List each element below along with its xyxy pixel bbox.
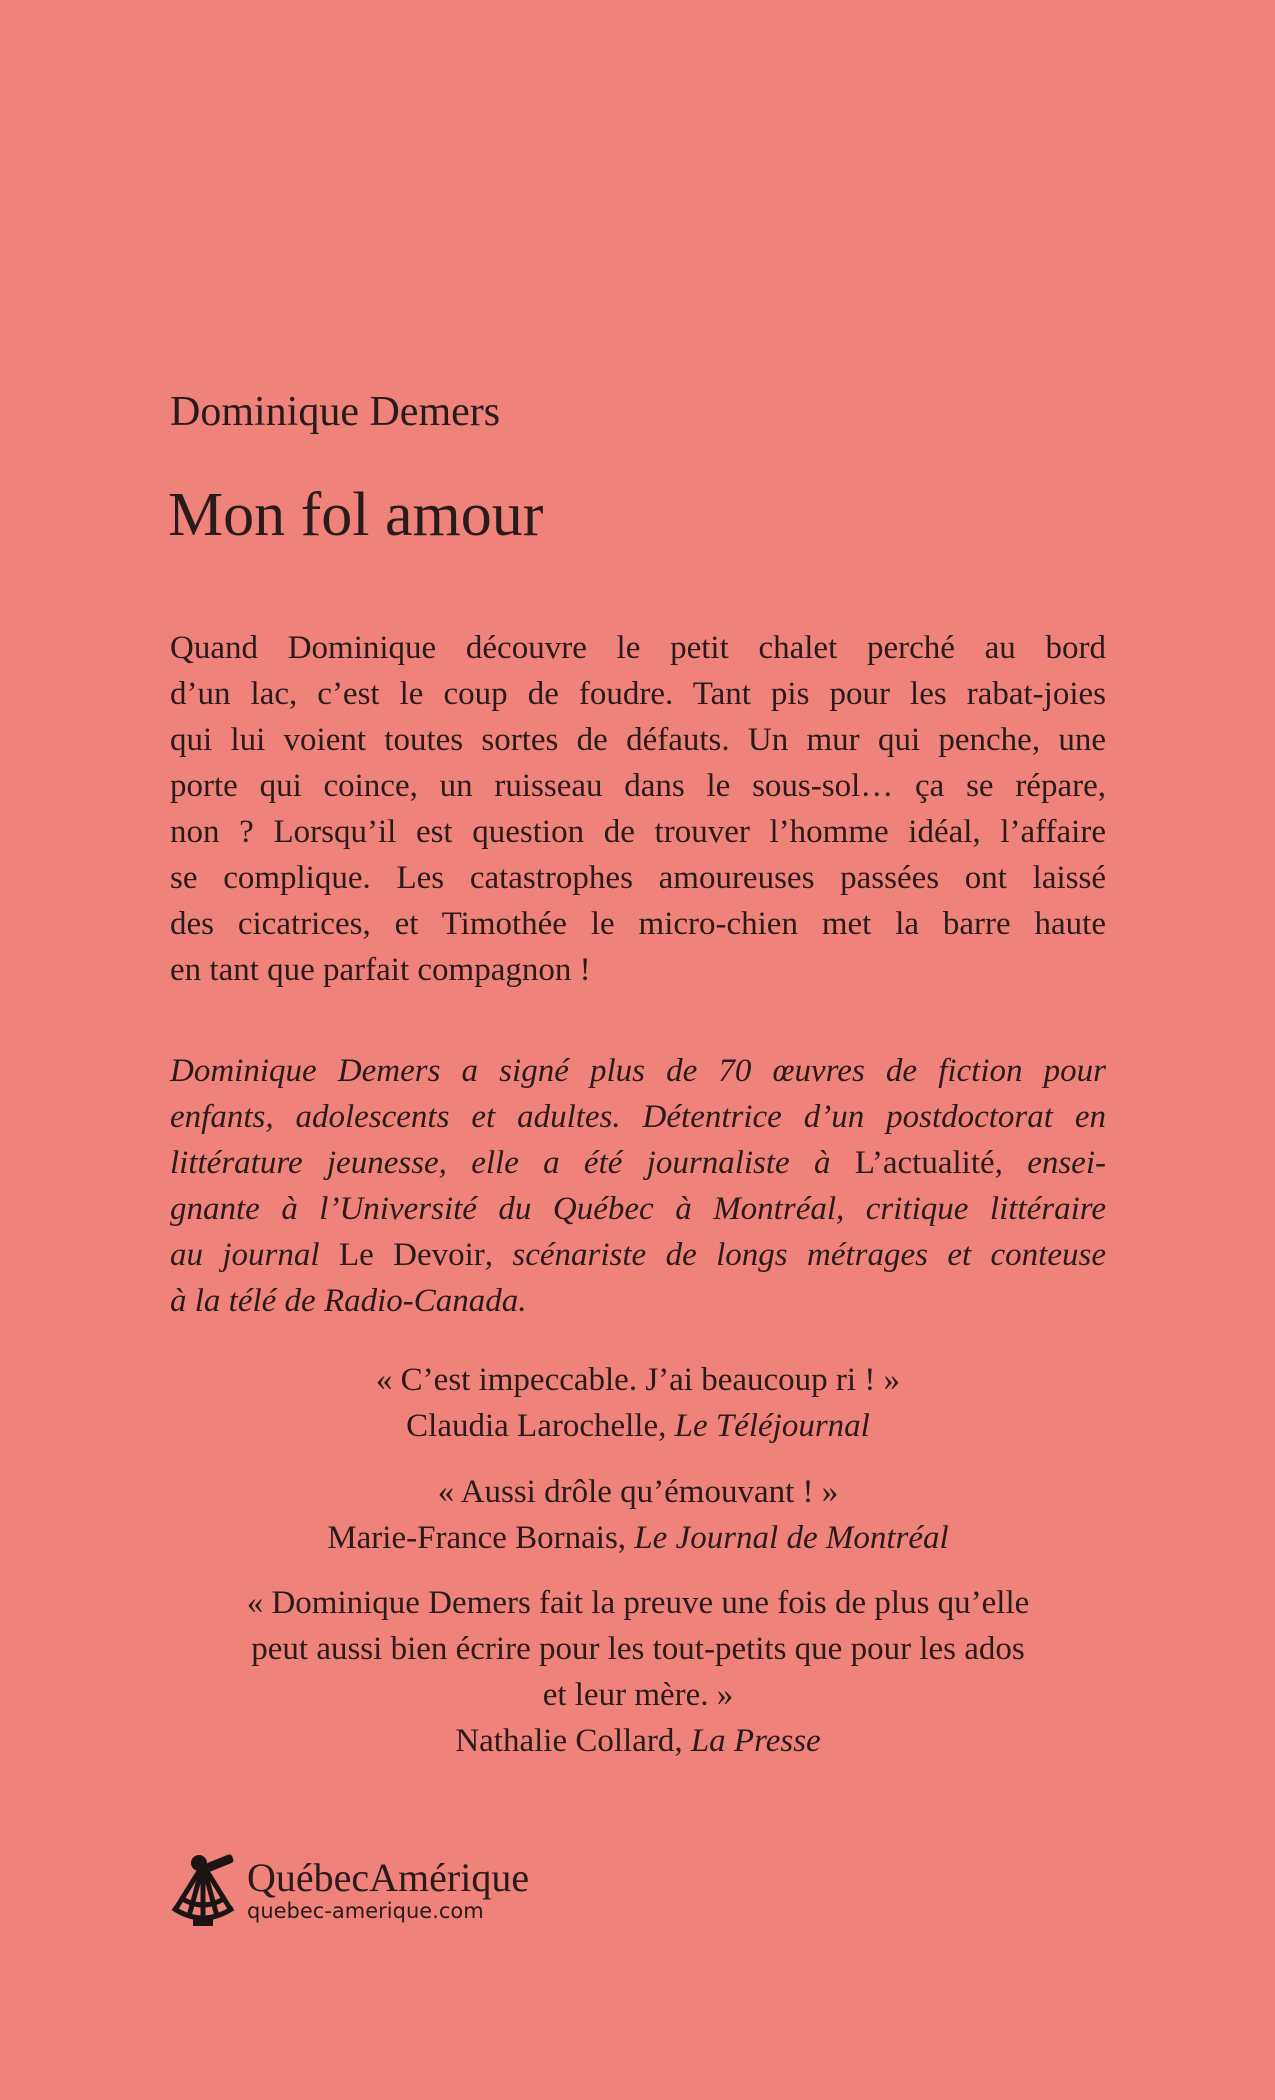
synopsis-line: des cicatrices, et Timothée le micro-chien met la barre haute — [170, 906, 1106, 942]
bio-text: , ensei- — [994, 1145, 1106, 1181]
quote-attribution — [170, 1403, 1106, 1449]
synopsis-line: Quand Dominique découvre le petit chalet perché au bord — [170, 630, 1106, 666]
review-quote — [170, 1469, 1106, 1561]
synopsis-line: non ? Lorsqu’il est question de trouver l’homme idéal, l’affaire — [170, 814, 1106, 850]
quote-attribution — [170, 1718, 1106, 1764]
quote-text: peut aussi bien écrire pour les tout-petits que pour les ados — [251, 1631, 1025, 1667]
quote-outlet: Le Journal de Montréal — [634, 1520, 949, 1556]
bio-line — [170, 1048, 1106, 1094]
book-title: Mon fol amour — [168, 481, 544, 549]
publication-name: Le Devoir — [338, 1237, 485, 1273]
bio-text: , scénariste de longs métrages et conteuse — [484, 1237, 1106, 1273]
quote-outlet: La Presse — [690, 1723, 821, 1759]
bio-text: à la télé de Radio-Canada. — [170, 1283, 527, 1319]
bio-line — [170, 1140, 1106, 1186]
synopsis-line: porte qui coince, un ruisseau dans le sous-sol… ça se répare, — [170, 768, 1106, 804]
quote-source: Claudia Larochelle, — [406, 1408, 675, 1444]
bio-text: Dominique Demers a signé plus de 70 œuvres de fiction pour — [170, 1053, 1106, 1089]
bio-text: littérature jeunesse, elle a été journaliste à — [170, 1145, 855, 1181]
bio-text: gnante à l’Université du Québec à Montréal, critique littéraire — [170, 1191, 1106, 1227]
author-bio — [170, 1048, 1106, 1324]
quote-text: « C’est impeccable. J’ai beaucoup ri ! » — [375, 1362, 901, 1398]
quote-text: « Aussi drôle qu’émouvant ! » — [437, 1474, 839, 1510]
sextant-icon — [163, 1850, 243, 1930]
publisher-url[interactable]: quebec-amerique.com — [247, 1899, 484, 1923]
quote-outlet: Le Téléjournal — [674, 1408, 870, 1444]
bio-text: au journal — [170, 1237, 339, 1273]
bio-line — [170, 1186, 1106, 1232]
synopsis-line: en tant que parfait compagnon ! — [170, 952, 591, 988]
bio-line — [170, 1094, 1106, 1140]
synopsis-line: se complique. Les catastrophes amoureuses passées ont laissé — [170, 860, 1106, 896]
bio-line — [170, 1278, 1106, 1324]
quote-text: et leur mère. » — [542, 1677, 734, 1713]
author-name: Dominique Demers — [170, 389, 501, 435]
publisher-name: QuébecAmérique — [247, 1855, 530, 1900]
synopsis-line: d’un lac, c’est le coup de foudre. Tant pis pour les rabat-joies — [170, 676, 1106, 712]
review-quote — [170, 1580, 1106, 1764]
publication-name: L’actualité — [854, 1145, 995, 1181]
quote-source: Nathalie Collard, — [455, 1723, 691, 1759]
quote-text: « Dominique Demers fait la preuve une fois de plus qu’elle — [246, 1585, 1030, 1621]
bio-text: enfants, adolescents et adultes. Détentrice d’un postdoctorat en — [170, 1099, 1106, 1135]
synopsis — [170, 625, 1106, 993]
publisher-logo — [163, 1850, 529, 1930]
synopsis-line: qui lui voient toutes sortes de défauts. Un mur qui penche, une — [170, 722, 1106, 758]
quote-attribution — [170, 1515, 1106, 1561]
bio-line — [170, 1232, 1106, 1278]
quote-source: Marie-France Bornais, — [327, 1520, 635, 1556]
review-quote — [170, 1357, 1106, 1449]
